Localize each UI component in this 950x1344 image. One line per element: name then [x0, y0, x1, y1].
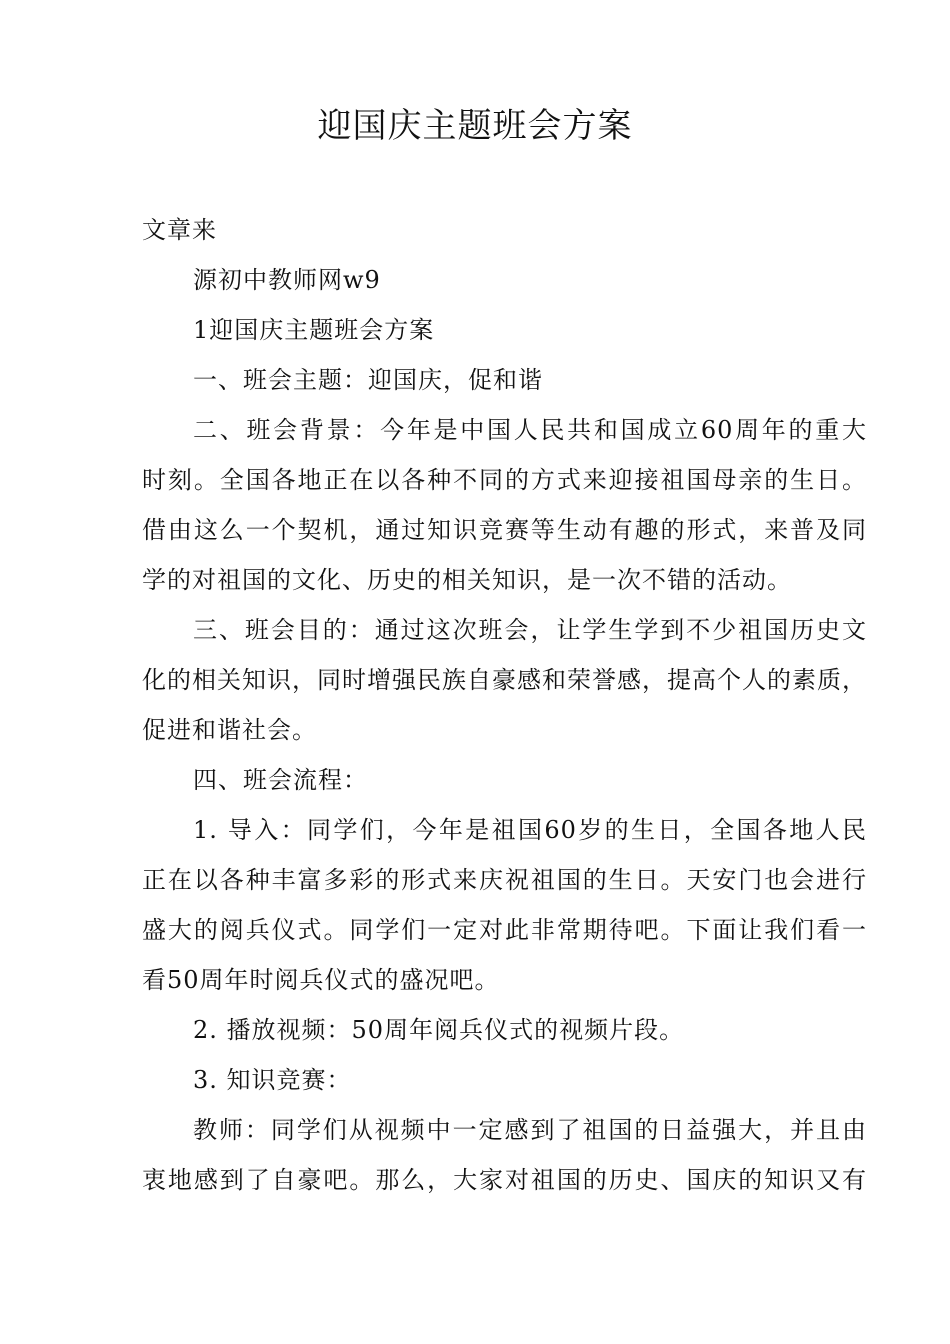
text-line: 文章来	[142, 216, 217, 244]
text-line: 衷地感到了自豪吧。那么，大家对祖国的历史、国庆的知识又有	[142, 1166, 867, 1194]
text-line: 三、班会目的：通过这次班会，让学生学到不少祖国历史文	[193, 616, 867, 644]
text-line: 2. 播放视频：50周年阅兵仪式的视频片段。	[193, 1016, 685, 1044]
text-line: 看50周年时阅兵仪式的盛况吧。	[142, 966, 500, 994]
text-line: 学的对祖国的文化、历史的相关知识，是一次不错的活动。	[142, 566, 792, 594]
text-line: 3. 知识竞赛：	[193, 1066, 352, 1094]
text-line: 源初中教师网w9	[193, 266, 381, 294]
text-line: 教师：同学们从视频中一定感到了祖国的日益强大，并且由	[193, 1116, 867, 1144]
text-line: 一、班会主题：迎国庆，促和谐	[193, 366, 543, 394]
text-line: 1. 导入：同学们，今年是祖国60岁的生日，全国各地人民	[193, 816, 867, 844]
text-line: 正在以各种丰富多彩的形式来庆祝祖国的生日。天安门也会进行	[142, 866, 867, 894]
text-line: 盛大的阅兵仪式。同学们一定对此非常期待吧。下面让我们看一	[142, 916, 867, 944]
document-title: 迎国庆主题班会方案	[317, 106, 633, 146]
text-line: 时刻。全国各地正在以各种不同的方式来迎接祖国母亲的生日。	[142, 466, 867, 494]
text-line: 1迎国庆主题班会方案	[193, 316, 435, 344]
text-line: 化的相关知识，同时增强民族自豪感和荣誉感，提高个人的素质，	[142, 666, 867, 694]
text-line: 促进和谐社会。	[142, 716, 317, 744]
text-line: 四、班会流程：	[193, 766, 368, 794]
text-line: 借由这么一个契机，通过知识竞赛等生动有趣的形式，来普及同	[142, 516, 867, 544]
document-body	[142, 205, 867, 1205]
text-line: 二、班会背景：今年是中国人民共和国成立60周年的重大	[193, 416, 867, 444]
